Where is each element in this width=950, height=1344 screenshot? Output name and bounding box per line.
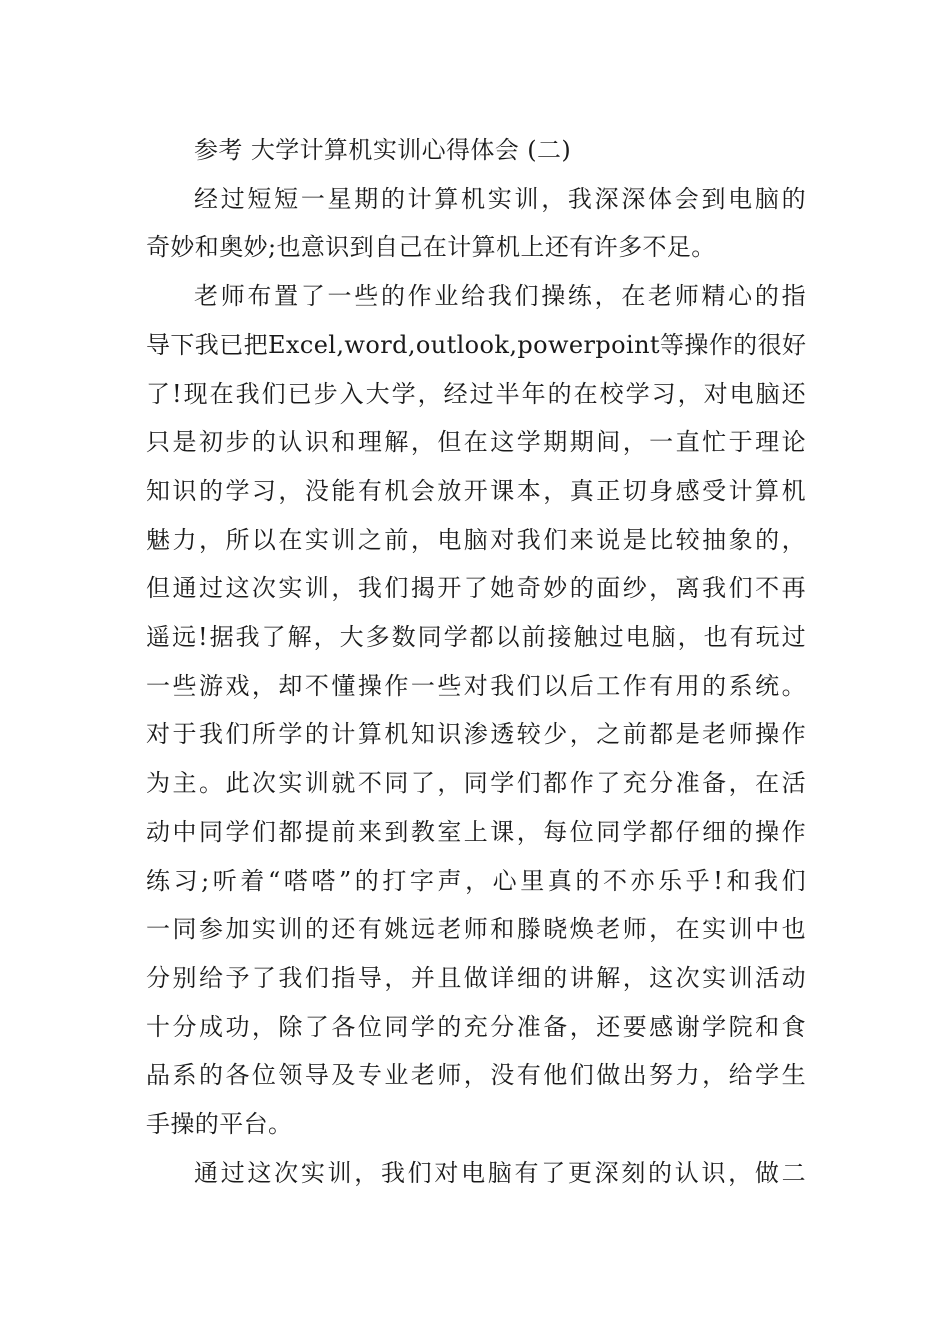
text-line: 奇妙和奥妙;也意识到自己在计算机上还有许多不足。 [146, 233, 716, 262]
paragraph-1 [146, 175, 806, 272]
text-line: 魅力，所以在实训之前，电脑对我们来说是比较抽象的， [146, 525, 806, 554]
document-body [146, 126, 806, 1197]
text-line: 练习;听着“嗒嗒”的打字声，心里真的不亦乐乎!和我们 [146, 866, 806, 895]
text-line: 一同参加实训的还有姚远老师和滕晓焕老师，在实训中也 [146, 915, 806, 944]
text-line: 但通过这次实训，我们揭开了她奇妙的面纱，离我们不再 [146, 574, 806, 603]
text-line: 导下我已把Excel,word,outlook,powerpoint等操作的很好 [146, 330, 807, 359]
text-line: 对于我们所学的计算机知识渗透较少，之前都是老师操作 [146, 720, 806, 749]
text-line: 老师布置了一些的作业给我们操练，在老师精心的指 [194, 282, 806, 311]
text-line: 通过这次实训，我们对电脑有了更深刻的认识，做二 [194, 1158, 806, 1187]
text-line: 了!现在我们已步入大学，经过半年的在校学习，对电脑还 [146, 379, 806, 408]
text-line: 分别给予了我们指导，并且做详细的讲解，这次实训活动 [146, 963, 806, 992]
text-line: 遥远!据我了解，大多数同学都以前接触过电脑，也有玩过 [146, 623, 806, 652]
text-line: 手操的平台。 [146, 1110, 293, 1139]
text-line: 为主。此次实训就不同了，同学们都作了充分准备，在活 [146, 769, 806, 798]
text-line: 只是初步的认识和理解，但在这学期期间，一直忙于理论 [146, 428, 806, 457]
paragraph-3 [146, 1149, 806, 1198]
document-heading: 参考 大学计算机实训心得体会 (二) [194, 136, 572, 164]
text-line: 品系的各位领导及专业老师，没有他们做出努力，给学生 [146, 1061, 806, 1090]
text-line: 知识的学习，没能有机会放开课本，真正切身感受计算机 [146, 476, 806, 505]
paragraph-2 [146, 272, 806, 1149]
text-line: 经过短短一星期的计算机实训，我深深体会到电脑的 [194, 184, 806, 213]
text-line: 十分成功，除了各位同学的充分准备，还要感谢学院和食 [146, 1012, 806, 1041]
text-line: 一些游戏，却不懂操作一些对我们以后工作有用的系统。 [146, 671, 806, 700]
text-line: 动中同学们都提前来到教室上课，每位同学都仔细的操作 [146, 817, 806, 846]
